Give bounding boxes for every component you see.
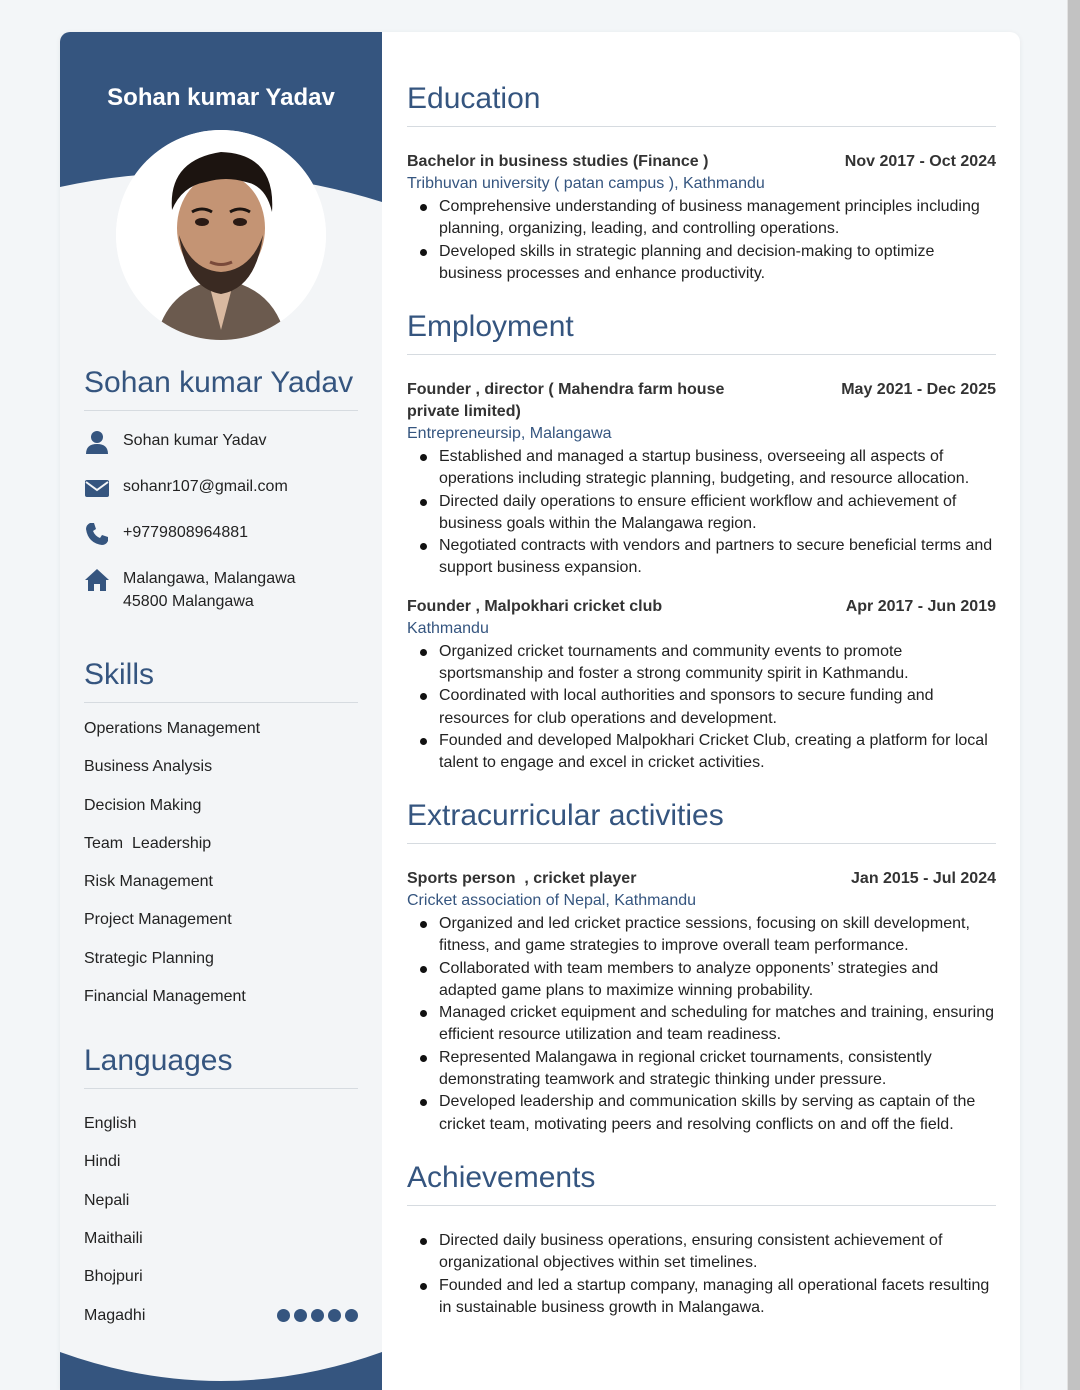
skills-list xyxy=(84,719,358,1025)
entry-org: Tribhuvan university ( patan campus ), Kathmandu xyxy=(407,175,765,192)
bullet-item: Founded and developed Malpokhari Cricket Club, creating a platform for local talent to engage and excel in cricket activities. xyxy=(407,730,996,775)
bullet-item: Directed daily business operations, ensuring consistent achievement of organizational objectives within set timelines. xyxy=(407,1230,996,1275)
user-icon xyxy=(84,429,110,455)
level-dot xyxy=(294,1309,307,1322)
bullet-item: Collaborated with team members to analyze opponents’ strategies and adapted game plans to maximize winning probability. xyxy=(407,958,996,1003)
entry-role: Founder , Malpokhari cricket club xyxy=(407,597,663,615)
contact-email[interactable]: sohanr107@gmail.com xyxy=(123,478,288,495)
employment-title: Employment xyxy=(407,310,996,355)
bullet-list xyxy=(407,641,996,775)
skill-item: Risk Management xyxy=(84,873,213,891)
language-row xyxy=(84,1258,358,1296)
address-line-2: 45800 Malangawa xyxy=(123,593,254,610)
contact-address xyxy=(123,567,296,613)
bullet-item: Represented Malangawa in regional cricket tournaments, consistently demonstrating teamwork and strategic thinking under pressure. xyxy=(407,1047,996,1092)
skill-item: Decision Making xyxy=(84,796,202,814)
achievements-section xyxy=(407,1161,996,1319)
envelope-icon xyxy=(84,475,110,501)
home-icon xyxy=(84,567,110,593)
language-row xyxy=(84,1143,358,1181)
header-name: Sohan kumar Yadav xyxy=(107,84,335,111)
employment-entry xyxy=(407,379,996,580)
skill-item: Financial Management xyxy=(84,988,246,1006)
skill-item: Business Analysis xyxy=(84,758,213,776)
bullet-item: Developed skills in strategic planning and decision-making to optimize business processes and enhance productivity. xyxy=(407,241,996,286)
bullet-item: Comprehensive understanding of business management principles including planning, organizing, leading, and controlling operations. xyxy=(407,196,996,241)
resume-page xyxy=(60,32,1020,1390)
language-name: Hindi xyxy=(84,1153,121,1171)
contact-phone-row xyxy=(84,521,358,547)
phone-icon xyxy=(84,521,110,547)
level-dot xyxy=(277,1309,290,1322)
extracurricular-title: Extracurricular activities xyxy=(407,799,996,844)
sidebar xyxy=(60,32,382,1390)
entry-org: Kathmandu xyxy=(407,619,489,637)
extracurricular-section xyxy=(407,799,996,1136)
skill-item: Operations Management xyxy=(84,720,261,737)
entry-org: Cricket association of Nepal, Kathmandu xyxy=(407,892,697,909)
contact-phone[interactable]: +9779808964881 xyxy=(123,524,249,541)
skills-section xyxy=(84,658,358,1025)
bullet-list xyxy=(407,913,996,1136)
bullet-item: Organized cricket tournaments and community events to promote sportsmanship and foster a strong community spirit in Kathmandu. xyxy=(407,641,996,686)
entry-org: Entrepreneursip, Malangawa xyxy=(407,425,612,442)
entry-date: May 2021 - Dec 2025 xyxy=(841,381,996,398)
language-row xyxy=(84,1296,358,1334)
language-row xyxy=(84,1182,358,1220)
contact-name: Sohan kumar Yadav xyxy=(123,432,267,449)
entry-date: Apr 2017 - Jun 2019 xyxy=(845,597,996,615)
contact-email-row xyxy=(84,475,358,501)
bullet-item: Developed leadership and communication skills by serving as captain of the cricket team, motivating peers and resolving conflicts on and off the field. xyxy=(407,1091,996,1136)
entry-role: Sports person , cricket player xyxy=(407,870,637,887)
language-name: English xyxy=(84,1115,137,1133)
bullet-item: Organized and led cricket practice sessions, focusing on skill development, fitness, and game strategies to improve overall team performance. xyxy=(407,913,996,958)
contact-name-row xyxy=(84,429,358,455)
skill-item: Project Management xyxy=(84,911,232,929)
languages-title: Languages xyxy=(84,1044,358,1089)
level-dot xyxy=(328,1309,341,1322)
language-name: Magadhi xyxy=(84,1306,146,1324)
extracurricular-entry xyxy=(407,868,996,1136)
bullet-item: Established and managed a startup business, overseeing all aspects of operations including strategic planning, budgeting, and resource allocation. xyxy=(407,446,996,491)
skills-title: Skills xyxy=(84,658,358,703)
language-name: Nepali xyxy=(84,1191,130,1209)
language-row xyxy=(84,1220,358,1258)
bullet-list xyxy=(407,196,996,285)
contact-title: Sohan kumar Yadav xyxy=(84,366,358,411)
entry-date: Jan 2015 - Jul 2024 xyxy=(851,870,996,887)
language-row xyxy=(84,1105,358,1143)
skill-item: Team Leadership xyxy=(84,834,212,852)
entry-role: Founder , director ( Mahendra farm house private limited) xyxy=(407,381,725,420)
education-entry xyxy=(407,151,996,285)
profile-photo xyxy=(116,130,326,340)
contact-section xyxy=(84,366,358,613)
bullet-item: Coordinated with local authorities and sponsors to secure funding and resources for club operations and development. xyxy=(407,685,996,730)
address-line-1: Malangawa, Malangawa xyxy=(123,570,296,587)
entry-date: Nov 2017 - Oct 2024 xyxy=(844,153,996,170)
entry-role: Bachelor in business studies (Finance ) xyxy=(407,153,709,170)
education-section xyxy=(407,82,996,285)
level-dot xyxy=(311,1309,324,1322)
level-dot xyxy=(345,1309,358,1322)
bullet-item: Negotiated contracts with vendors and partners to secure beneficial terms and support business expansion. xyxy=(407,535,996,580)
avatar xyxy=(116,130,326,340)
scrollbar[interactable] xyxy=(1068,0,1080,1390)
sidebar-footer-background xyxy=(60,1330,382,1390)
bullet-item: Founded and led a startup company, managing all operational facets resulting in sustainable business growth in Malangawa. xyxy=(407,1275,996,1320)
bullet-item: Directed daily operations to ensure efficient workflow and achievement of business goals within the Malangawa region. xyxy=(407,491,996,536)
languages-list xyxy=(84,1105,358,1335)
skill-item: Strategic Planning xyxy=(84,949,214,967)
bullet-list xyxy=(407,1230,996,1319)
language-level-dots xyxy=(277,1309,358,1322)
achievements-title: Achievements xyxy=(407,1161,996,1206)
education-title: Education xyxy=(407,82,996,127)
language-name: Bhojpuri xyxy=(84,1268,143,1286)
bullet-item: Managed cricket equipment and scheduling for matches and training, ensuring efficient resource utilization and team readiness. xyxy=(407,1002,996,1047)
contact-address-row xyxy=(84,567,358,613)
languages-section xyxy=(84,1044,358,1335)
employment-section xyxy=(407,310,996,775)
bullet-list xyxy=(407,446,996,580)
employment-entry xyxy=(407,596,996,775)
language-name: Maithaili xyxy=(84,1230,143,1248)
